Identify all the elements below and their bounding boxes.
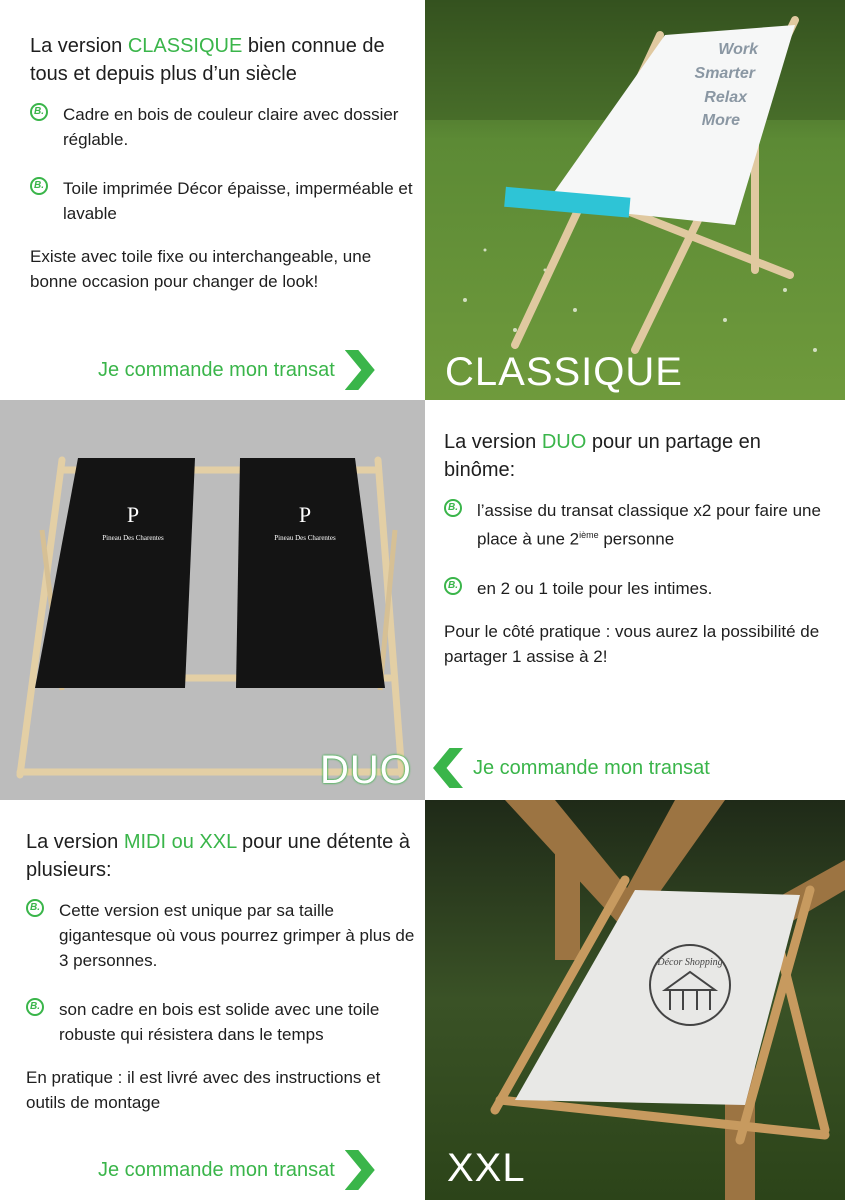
xxl-photo-svg <box>425 800 845 1200</box>
bullet-icon: B. <box>444 499 462 517</box>
heading-highlight: DUO <box>541 431 587 453</box>
canvas-text: Smarter <box>694 65 755 82</box>
heading-pre: La version <box>444 431 542 453</box>
bullet-icon: B. <box>26 998 44 1016</box>
bullet-icon: B. <box>30 177 48 195</box>
bullet-icon: B. <box>444 577 462 595</box>
heading-highlight: CLASSIQUE <box>127 35 243 57</box>
order-link-label: Je commande mon transat <box>98 358 335 381</box>
xxl-paragraph: En pratique : il est livré avec des instructions et outils de montage <box>26 1068 381 1112</box>
bullet-sup: ième <box>579 530 599 540</box>
logo-text: Pineau Des Charentes <box>102 534 164 542</box>
duo-bullet <box>444 498 829 552</box>
xxl-bullet <box>26 898 418 973</box>
xxl-image-label: XXL <box>447 1146 526 1190</box>
logo-letter: P <box>298 502 312 527</box>
logo-letter: P <box>126 502 140 527</box>
bullet-text: l’assise du transat classique x2 pour faire une place à une 2 <box>477 501 821 549</box>
classique-photo <box>425 0 845 400</box>
classique-bullet <box>30 176 415 226</box>
xxl-heading <box>26 828 418 884</box>
heading-pre: La version <box>26 831 124 853</box>
bullet-text: Cadre en bois de couleur claire avec dossier réglable. <box>63 105 399 149</box>
duo-paragraph: Pour le côté pratique : vous aurez la possibilité de partager 1 assise à 2! <box>444 621 820 666</box>
heading-pre: La version <box>30 35 128 57</box>
bullet-text: Cette version est unique par sa taille gigantesque où vous pourrez grimper à plus de 3 personnes. <box>59 901 415 970</box>
heading-highlight: MIDI ou XXL <box>123 831 237 853</box>
canvas-logo: Décor Shopping <box>657 957 723 968</box>
xxl-photo <box>425 800 845 1200</box>
canvas-text: More <box>701 112 740 129</box>
logo-text: Pineau Des Charentes <box>274 534 336 542</box>
duo-photo <box>0 400 425 800</box>
classique-text-block <box>30 32 415 332</box>
classique-heading <box>30 32 415 88</box>
classique-bullet <box>30 102 415 152</box>
classique-order-link[interactable] <box>98 350 375 390</box>
chevron-right-icon <box>345 350 375 390</box>
chevron-right-icon <box>345 1150 375 1190</box>
duo-photo-svg <box>0 400 425 800</box>
xxl-text-block <box>26 828 418 1143</box>
heading-post: pour un partage en binôme: <box>444 431 761 481</box>
classique-paragraph: Existe avec toile fixe ou interchangeable, une bonne occasion pour changer de look! <box>30 247 372 291</box>
heading-post: pour une détente à plusieurs: <box>26 831 410 881</box>
xxl-bullet <box>26 997 418 1047</box>
order-link-label: Je commande mon transat <box>98 1158 335 1181</box>
duo-image-label: DUO <box>320 748 412 792</box>
order-link-label: Je commande mon transat <box>473 756 710 779</box>
duo-text-block <box>444 428 829 718</box>
bullet-text: en 2 ou 1 toile pour les intimes. <box>477 578 713 598</box>
heading-post: bien connue de tous et depuis plus d’un siècle <box>30 35 385 85</box>
classique-photo-svg <box>425 0 845 400</box>
canvas-text: Relax <box>704 89 747 106</box>
duo-order-link[interactable] <box>433 748 710 788</box>
classique-image-label: CLASSIQUE <box>445 350 683 394</box>
xxl-order-link[interactable] <box>98 1150 375 1190</box>
duo-heading <box>444 428 829 484</box>
bullet-text: Toile imprimée Décor épaisse, imperméable et lavable <box>63 179 413 223</box>
duo-bullet <box>444 576 829 601</box>
bullet-icon: B. <box>26 899 44 917</box>
bullet-text-end: personne <box>598 529 675 549</box>
bullet-text: son cadre en bois est solide avec une toile robuste qui résistera dans le temps <box>59 1000 380 1044</box>
canvas-text: Work <box>718 41 758 58</box>
chevron-left-icon <box>433 748 463 788</box>
bullet-icon: B. <box>30 103 48 121</box>
